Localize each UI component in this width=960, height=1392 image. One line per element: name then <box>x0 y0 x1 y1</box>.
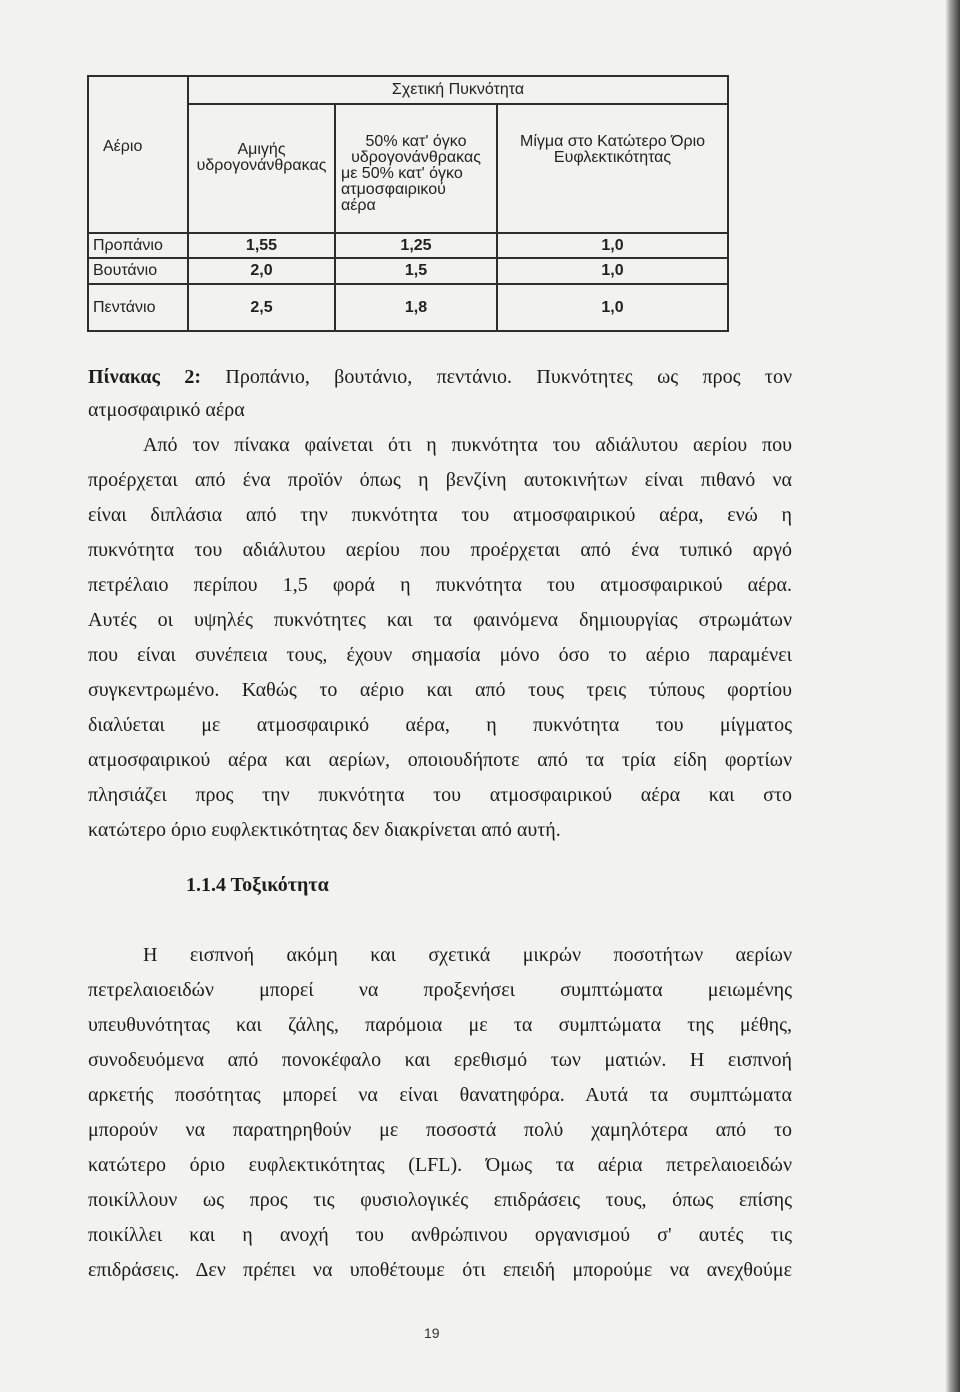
relative-density-header: Σχετική Πυκνότητα <box>188 76 728 104</box>
header-line: ατμοσφαιρικού <box>341 181 446 198</box>
value-cell: 2,5 <box>188 284 335 331</box>
table-row <box>88 258 728 284</box>
paragraph-line: ποικίλλουν ως προς τις φυσιολογικές επιδράσεις τους, όπως επίσης <box>88 1189 792 1211</box>
caption-line <box>88 361 792 394</box>
header-line: υδρογονάνθρακας <box>196 157 327 174</box>
paragraph-line: ατμοσφαιρικού αέρα και αερίων, οποιουδήποτε από τα τρία είδη φορτίων <box>88 749 792 771</box>
paragraph-line: κατώτερο όριο ευφλεκτικότητας (LFL). Όμως τα αέρια πετρελαιοειδών <box>88 1154 792 1176</box>
paragraph-line: πυκνότητα του αδιάλυτου αερίου που προέρχεται από ένα τυπικό αργό <box>88 539 792 561</box>
paragraph-line: κατώτερο όριο ευφλεκτικότητας δεν διακρίνεται από αυτή. <box>88 819 561 841</box>
paragraph-line: ποικίλλει και η ανοχή του ανθρώπινου οργανισμού σ' αυτές τις <box>88 1224 792 1246</box>
body-paragraph-2 <box>88 938 792 1288</box>
caption-label: Πίνακας 2: <box>88 366 202 388</box>
caption-line: ατμοσφαιρικό αέρα <box>88 399 245 421</box>
paragraph-line: προέρχεται από ένα προϊόν όπως η βενζίνη αυτοκινήτων είναι πιθανό να <box>88 469 792 491</box>
paragraph-line: που είναι συνέπεια τους, έχουν σημασία μόνο όσο το αέριο παραμένει <box>88 644 792 666</box>
table-row <box>88 284 728 331</box>
lfl-mixture-header <box>497 104 728 233</box>
gas-name-cell: Πεντάνιο <box>88 284 188 331</box>
paragraph-line: Αυτές οι υψηλές πυκνότητες και τα φαινόμενα δημιουργίας στρωμάτων <box>88 609 792 631</box>
header-line: 50% κατ' όγκο <box>365 133 467 150</box>
header-line: υδρογονάνθρακας <box>351 149 481 166</box>
pure-hydrocarbon-header <box>188 104 335 233</box>
paragraph-line: συγκεντρωμένο. Καθώς το αέριο και από τους τρεις τύπους φορτίου <box>88 679 792 701</box>
page-number: 19 <box>424 1325 440 1341</box>
header-line: Αμιγής <box>237 141 286 158</box>
relative-density-table <box>87 75 729 332</box>
header-line: με 50% κατ' όγκο <box>341 165 463 182</box>
table-header-row <box>88 76 728 104</box>
value-cell: 1,0 <box>497 258 728 284</box>
value-cell: 1,0 <box>497 233 728 258</box>
caption-text: Προπάνιο, βουτάνιο, πεντάνιο. Πυκνότητες ως προς τον <box>225 366 792 388</box>
table-row <box>88 233 728 258</box>
value-cell: 1,55 <box>188 233 335 258</box>
table-caption <box>88 361 792 427</box>
paragraph-line: πετρελαιοειδών μπορεί να προξενήσει συμπτώματα μειωμένης <box>88 979 792 1001</box>
paragraph-line: πλησιάζει προς την πυκνότητα του ατμοσφαιρικού αέρα και στο <box>88 784 792 806</box>
half-mixture-header <box>335 104 497 233</box>
paragraph-line: Η εισπνοή ακόμη και σχετικά μικρών ποσοτήτων αερίων <box>143 944 792 966</box>
section-heading: 1.1.4 Τοξικότητα <box>186 874 329 896</box>
gas-name-cell: Βουτάνιο <box>88 258 188 284</box>
value-cell: 1,8 <box>335 284 497 331</box>
paragraph-line: υπευθυνότητας και ζάλης, παρόμοια με τα συμπτώματα της μέθης, <box>88 1014 792 1036</box>
paragraph-line: επιδράσεις. Δεν πρέπει να υποθέτουμε ότι επειδή μπορούμε να ανεχθούμε <box>88 1259 792 1281</box>
paragraph-line: συνοδευόμενα από πονοκέφαλο και ερεθισμό των ματιών. Η εισπνοή <box>88 1049 792 1071</box>
gas-column-header: Αέριο <box>88 76 188 233</box>
body-paragraph-1 <box>88 428 792 848</box>
header-line: Μίγμα στο Κατώτερο Όριο <box>519 133 706 150</box>
paragraph-line: αρκετής ποσότητας μπορεί να είναι θανατηφόρα. Αυτά τα συμπτώματα <box>88 1084 792 1106</box>
paragraph-line: μπορούν να παρατηρηθούν με ποσοστά πολύ χαμηλότερα από το <box>88 1119 792 1141</box>
paragraph-line: πετρέλαιο περίπου 1,5 φορά η πυκνότητα του ατμοσφαιρικού αέρα. <box>88 574 792 596</box>
value-cell: 2,0 <box>188 258 335 284</box>
gas-name-cell: Προπάνιο <box>88 233 188 258</box>
scan-edge <box>946 0 960 1392</box>
header-line: Ευφλεκτικότητας <box>553 149 672 166</box>
value-cell: 1,0 <box>497 284 728 331</box>
paragraph-line: είναι διπλάσια από την πυκνότητα του ατμοσφαιρικού αέρα, ενώ η <box>88 504 792 526</box>
header-line: αέρα <box>341 197 376 214</box>
paragraph-line: διαλύεται με ατμοσφαιρικό αέρα, η πυκνότητα του μίγματος <box>88 714 792 736</box>
value-cell: 1,25 <box>335 233 497 258</box>
value-cell: 1,5 <box>335 258 497 284</box>
paragraph-line: Από τον πίνακα φαίνεται ότι η πυκνότητα του αδιάλυτου αερίου που <box>143 434 792 456</box>
